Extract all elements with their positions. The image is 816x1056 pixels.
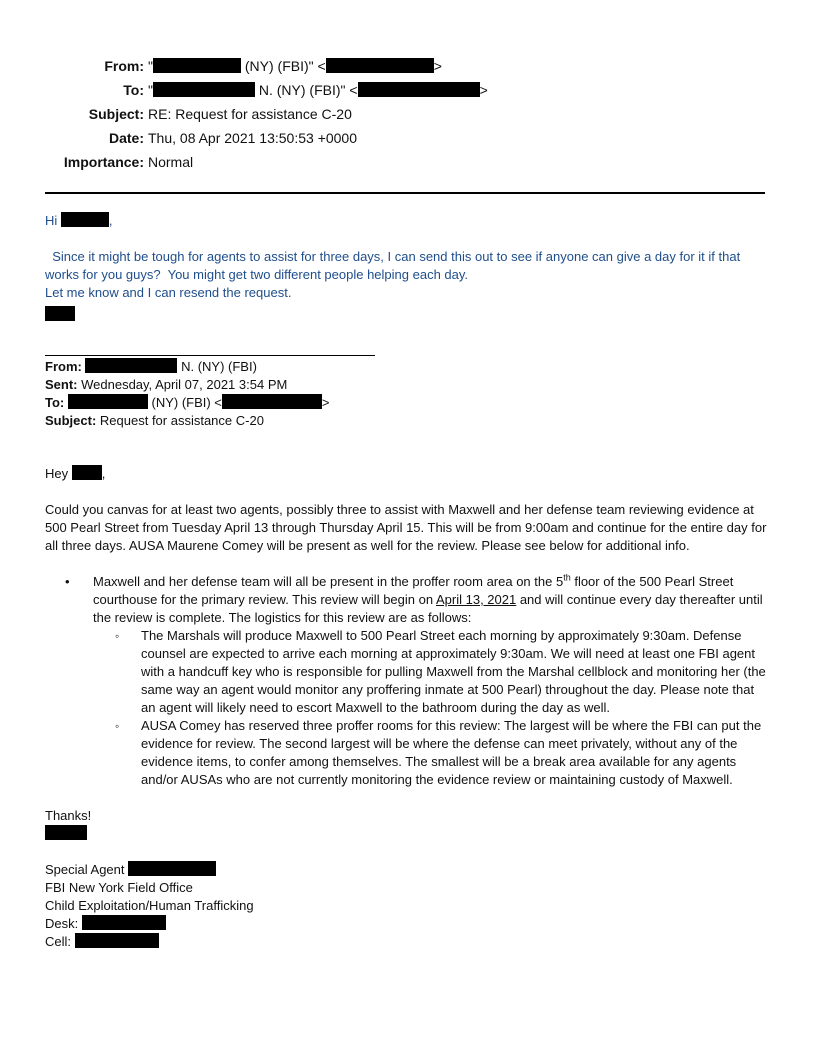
orig-subject-row — [45, 412, 645, 430]
orig-to-label: To: — [45, 395, 65, 410]
orig-to-close: > — [321, 395, 330, 410]
orig-from-org: N. (NY) (FBI) — [177, 359, 257, 374]
redaction-block — [45, 306, 75, 321]
bullet-text-c: and will continue every day thereafter until the review is complete. The logistics for this review are as follows: — [93, 592, 763, 625]
orig-from-label: From: — [45, 359, 82, 374]
orig-subject-value: Request for assistance C-20 — [96, 413, 264, 428]
date-row — [40, 126, 600, 150]
original-header — [45, 358, 645, 430]
logistics-list — [45, 573, 769, 789]
redaction-block — [72, 465, 102, 480]
spacer — [45, 483, 769, 501]
reply-signature — [45, 306, 767, 324]
subject-row — [40, 102, 600, 126]
signature-office: FBI New York Field Office — [45, 880, 193, 895]
sender-initials — [45, 825, 769, 843]
signature-cell — [45, 933, 769, 951]
list-item: ◦ AUSA Comey has reserved three proffer rooms for this review: The largest will be where the FBI can put the evidence for review. The second largest will be where the defense can meet privately, without any of the evidence items, to confer among themselves. The smallest will be a break area available for any agents and/or AUSAs who are not currently monitoring the evidence review or maintaining custody of Maxwell. — [93, 717, 769, 789]
subject-value: RE: Request for assistance C-20 — [148, 106, 352, 122]
from-label: From: — [104, 58, 144, 74]
orig-sent-row — [45, 376, 645, 394]
spacer — [45, 230, 767, 248]
orig-sent-label: Sent: — [45, 377, 78, 392]
to-close: > — [479, 82, 488, 98]
redaction-block — [75, 933, 159, 948]
signature-desk — [45, 915, 769, 933]
ordinal-suffix: th — [563, 572, 571, 583]
redaction-block — [128, 861, 216, 876]
redaction-block — [358, 82, 480, 97]
header-divider — [45, 192, 765, 194]
orig-to-row — [45, 394, 645, 412]
body-intro: Could you canvas for at least two agents, possibly three to assist with Maxwell and her defense team reviewing evidence at 500 Pearl Street from Tuesday April 13 through Thursday April 15. This will be from 9:00am and continue for the entire day for all three days. AUSA Maurene Comey will be present as well for the review. Please see below for additional info. — [45, 502, 767, 553]
reply-greeting-text: Hi — [45, 213, 61, 228]
orig-from-row — [45, 358, 645, 376]
to-row — [40, 78, 600, 102]
redaction-block — [61, 212, 109, 227]
from-row — [40, 54, 600, 78]
redaction-block — [85, 358, 177, 373]
desk-label: Desk: — [45, 916, 82, 931]
reply-greeting-comma: , — [108, 213, 113, 228]
from-close: > — [433, 58, 442, 74]
bullet-text-b: floor of the 500 Pearl Street courthouse for the primary review. This review will begin on — [93, 574, 734, 607]
signature-block — [45, 861, 769, 951]
body-greeting-comma: , — [101, 466, 106, 481]
reply-line2: Let me know and I can resend the request. — [45, 285, 292, 300]
importance-value: Normal — [148, 154, 194, 170]
signature-title-text: Special Agent — [45, 862, 129, 877]
email-header — [40, 54, 600, 174]
reply-greeting — [45, 212, 767, 230]
orig-to-org: (NY) (FBI) < — [147, 395, 222, 410]
to-label: To: — [123, 82, 144, 98]
spacer — [45, 843, 769, 861]
reply-line1: Since it might be tough for agents to assist for three days, I can send this out to see if anyone can give a day for it if that works for you guys? You might get two different people helping each day. — [45, 249, 744, 282]
signature-unit: Child Exploitation/Human Trafficking — [45, 898, 254, 913]
spacer — [45, 555, 769, 573]
importance-row — [40, 150, 600, 174]
date-value: Thu, 08 Apr 2021 13:50:53 +0000 — [148, 130, 358, 146]
redaction-block — [153, 58, 241, 73]
original-body — [45, 465, 769, 951]
body-greeting — [45, 465, 769, 483]
bullet-text-a: Maxwell and her defense team will all be present in the proffer room area on the 5 — [93, 574, 564, 589]
from-org: (NY) (FBI)" < — [240, 58, 326, 74]
redaction-block — [82, 915, 166, 930]
list-item: ◦ The Marshals will produce Maxwell to 500 Pearl Street each morning by approximately 9:30am. Defense counsel are expected to arrive each morning at approximately 9:30am. We will need at least one FBI agent with a handcuff key who is responsible for pulling Maxwell from the Marshal cellblock and monitoring her (the same way an agent would monitor any proffering inmate at 500 Pearl) throughout the day. Please note that an agent will likely need to escort Maxwell to the bathroom during the day as well. — [93, 627, 769, 717]
spacer — [45, 789, 769, 807]
signature-title — [45, 861, 769, 879]
reply-message — [45, 212, 767, 324]
redaction-block — [153, 82, 255, 97]
body-greeting-text: Hey — [45, 466, 72, 481]
orig-sent-value: Wednesday, April 07, 2021 3:54 PM — [77, 377, 288, 392]
redaction-block — [68, 394, 148, 409]
subject-label: Subject: — [88, 106, 144, 122]
from-quote: " — [148, 58, 153, 74]
cell-label: Cell: — [45, 934, 75, 949]
importance-label: Importance: — [63, 154, 144, 170]
redaction-block — [45, 825, 87, 840]
to-quote: " — [148, 82, 153, 98]
redaction-block — [326, 58, 434, 73]
review-start-date: April 13, 2021 — [435, 592, 517, 607]
date-label: Date: — [108, 130, 144, 146]
orig-subject-label: Subject: — [45, 413, 97, 428]
original-divider — [45, 355, 375, 356]
logistics-sublist — [93, 627, 769, 789]
thanks: Thanks! — [45, 808, 92, 823]
redaction-block — [222, 394, 322, 409]
list-item — [45, 573, 769, 789]
to-org: N. (NY) (FBI)" < — [254, 82, 358, 98]
